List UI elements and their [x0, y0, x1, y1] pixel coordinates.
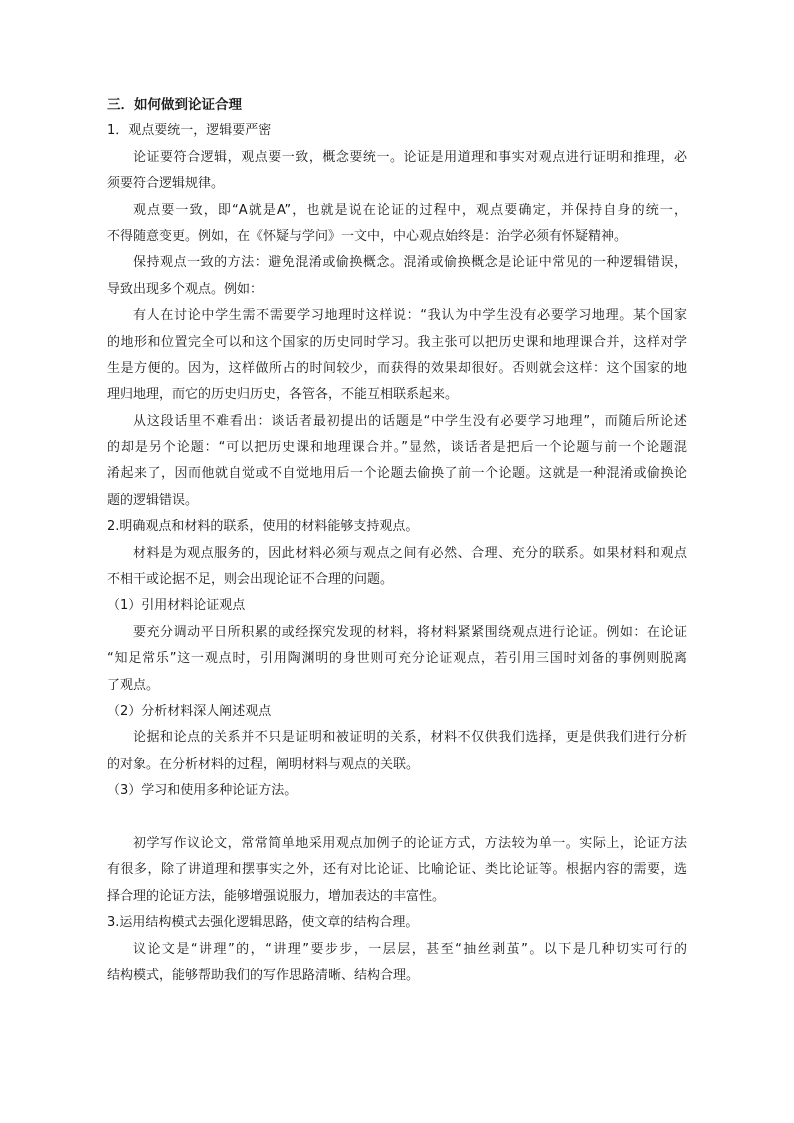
paragraph-line: 不相干或论据不足，则会出现论证不合理的问题。	[107, 572, 394, 588]
paragraph-line: 生是方便的。因为，这样做所占的时间较少，而获得的效果却很好。否则就会这样：这个国家的地	[107, 360, 687, 376]
paragraph-line: 的却是另个论题：“可以把历史课和地理课合并。”显然，谈话者是把后一个论题与前一个论题混	[107, 440, 687, 456]
subheading-2-2: （2）分析材料深人阐述观点	[107, 703, 272, 719]
section-title: 三．如何做到论证合理	[107, 97, 242, 113]
paragraph-line: 议论文是“讲理”的，“讲理”要步步，一层层，甚至“抽丝剥茧”。以下是几种切实可行的	[133, 941, 687, 957]
paragraph-line: 的地形和位置完全可以和这个国家的历史同时学习。我主张可以把历史课和地理课合并，这样对学	[107, 334, 687, 350]
subheading-2-3: （3）学习和使用多种论证方法。	[107, 783, 298, 799]
paragraph-line: 有人在讨论中学生需不需要学习地理时这样说：“我认为中学生没有必要学习地理。某个国家	[133, 308, 687, 324]
paragraph-line: 了观点。	[107, 677, 160, 693]
heading-1: 1．观点要统一，逻辑要严密	[107, 123, 272, 139]
paragraph-line: 题的逻辑错误。	[107, 492, 199, 508]
paragraph-line: 淆起来了，因而他就自觉或不自觉地用后一个论题去偷换了前一个论题。这就是一种混淆或偷换论	[107, 466, 687, 482]
paragraph-line: 理归地理，而它的历史归历史，各管各，不能互相联系起来。	[107, 387, 459, 403]
paragraph-line: 论证要符合逻辑，观点要一致，概念要统一。论证是用道理和事实对观点进行证明和推理，必	[133, 149, 687, 165]
paragraph-line: 初学写作议论文，常常简单地采用观点加例子的论证方式，方法较为单一。实际上，论证方法	[133, 835, 687, 851]
heading-2: 2.明确观点和材料的联系，使用的材料能够支持观点。	[107, 519, 419, 535]
blank-line	[107, 805, 687, 831]
paragraph-line: 保持观点一致的方法：避免混淆或偷换概念。混淆或偷换概念是论证中常见的一种逻辑错误，	[133, 255, 687, 271]
paragraph-line: 导致出现多个观点。例如：	[107, 281, 264, 297]
paragraph-line: 论据和论点的关系并不只是证明和被证明的关系，材料不仅供我们选择，更是供我们进行分析	[133, 730, 687, 746]
paragraph-line: 材料是为观点服务的，因此材料必须与观点之间有必然、合理、充分的联系。如果材料和观点	[133, 545, 687, 561]
paragraph-line: 的对象。在分析材料的过程，阐明材料与观点的关联。	[107, 756, 420, 772]
paragraph-line: 要充分调动平日所积累的或经探究发现的材料，将材料紧紧围绕观点进行论证。例如：在论证	[133, 624, 687, 640]
subheading-2-1: （1）引用材料论证观点	[107, 598, 246, 614]
paragraph-line: 须要符合逻辑规律。	[107, 176, 225, 192]
paragraph-line: 观点要一致，即“A就是A”，也就是说在论证的过程中，观点要确定，并保持自身的统一，	[133, 202, 687, 218]
paragraph-line: 择合理的论证方法，能够增强说服力，增加表达的丰富性。	[107, 888, 446, 904]
heading-3: 3.运用结构模式去强化逻辑思路，使文章的结构合理。	[107, 915, 419, 931]
paragraph-line: 不得随意变更。例如，在《怀疑与学问》一文中，中心观点始终是：治学必须有怀疑精神。	[107, 228, 628, 244]
paragraph-line: “知足常乐”这一观点时，引用陶渊明的身世则可充分论证观点，若引用三国时刘备的事例则脱离	[107, 651, 687, 667]
document-body	[107, 92, 687, 989]
paragraph-line: 有很多，除了讲道理和摆事实之外，还有对比论证、比喻论证、类比论证等。根据内容的需要，选	[107, 862, 687, 878]
paragraph-line: 从这段话里不难看出：谈话者最初提出的话题是“中学生没有必要学习地理”，而随后所论述	[133, 413, 687, 429]
paragraph-line: 结构模式，能够帮助我们的写作思路清晰、结构合理。	[107, 967, 420, 983]
